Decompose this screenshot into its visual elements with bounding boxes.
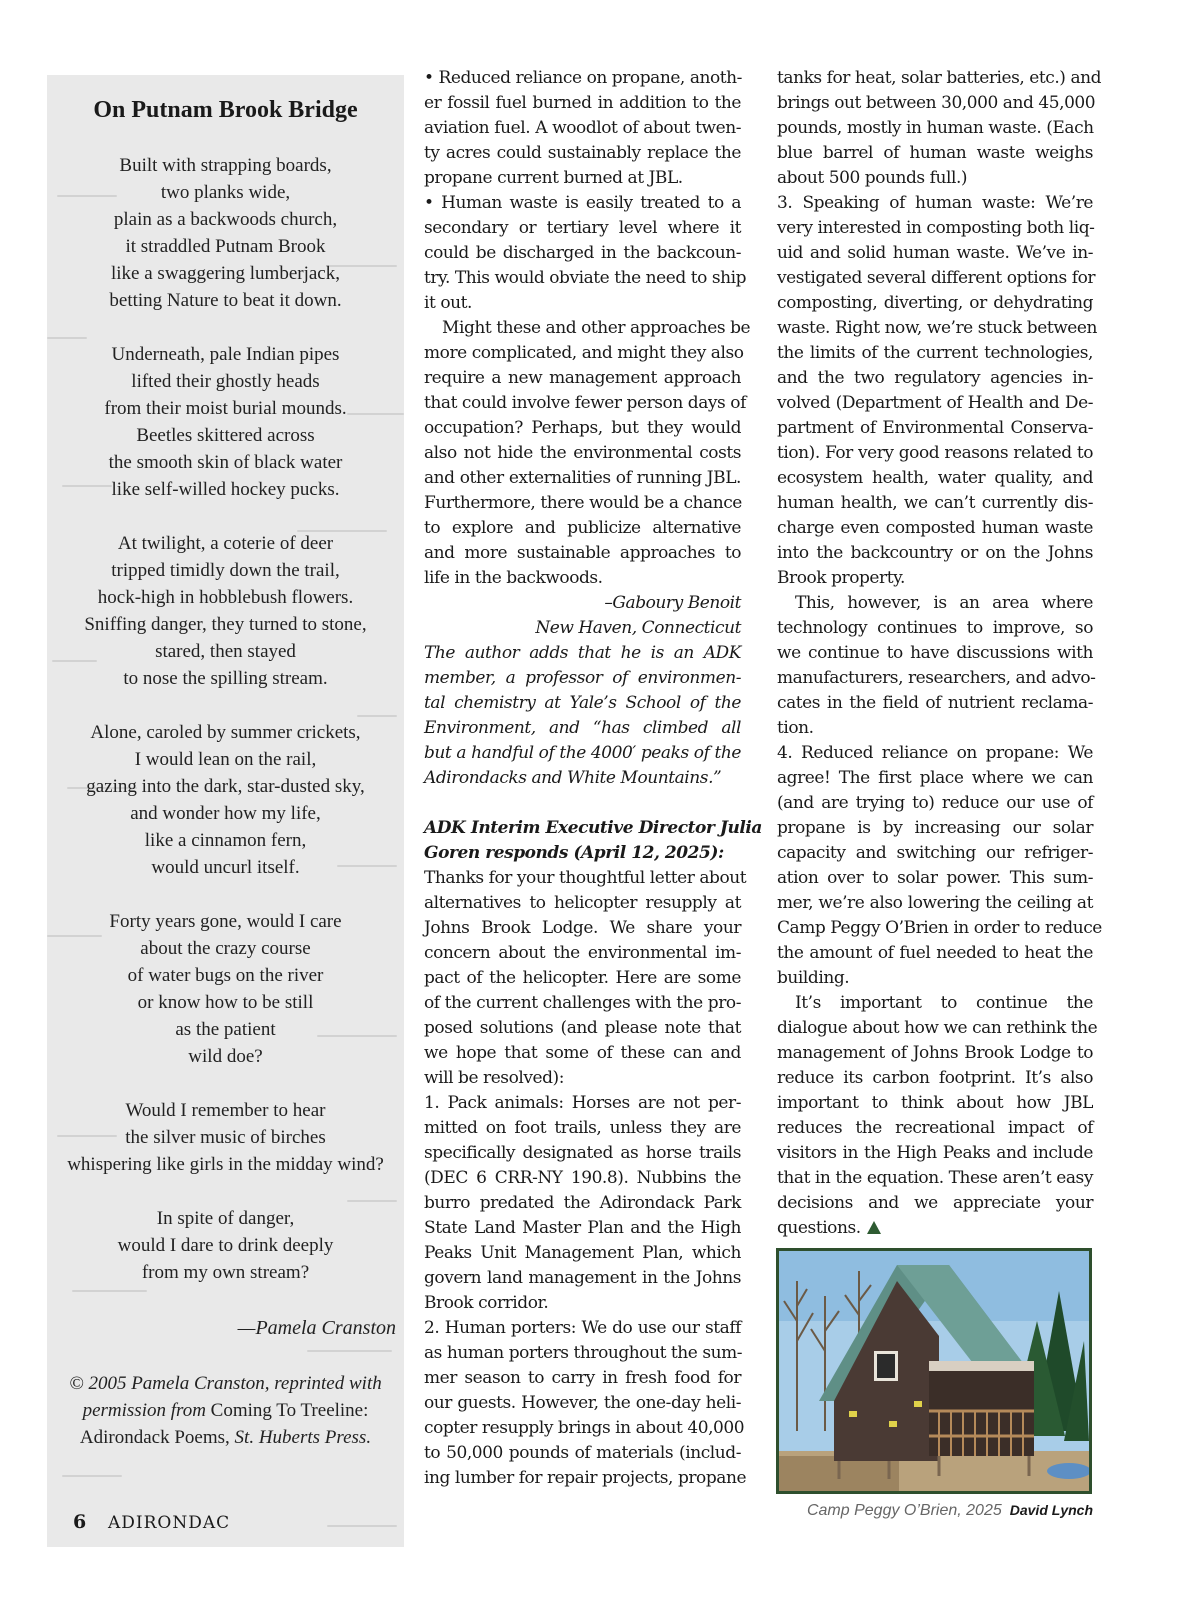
text-line: occupation? Perhaps, but they would — [424, 418, 741, 438]
poem-line: or know how to be still — [137, 992, 314, 1013]
poem-line: Forty years gone, would I care — [109, 911, 342, 932]
text-line: management of Johns Brook Lodge to — [777, 1043, 1093, 1063]
poem-stanza — [47, 719, 404, 881]
text-line: technology continues to improve, so — [777, 618, 1093, 638]
text-line: also not hide the environmental costs — [424, 443, 741, 463]
text-line: we hope that some of these can and — [424, 1043, 741, 1063]
text-line: mitted on foot trails, unless they are — [424, 1118, 741, 1138]
text-line: pounds, mostly in human waste. (Each — [777, 118, 1094, 138]
text-line: Furthermore, there would be a chance — [424, 493, 742, 513]
text-line: ation over to solar power. This sum- — [777, 868, 1093, 888]
text-line: the limits of the current technologies, — [777, 343, 1093, 363]
poem-stanza — [47, 152, 404, 314]
text-line: life in the backwoods. — [424, 568, 603, 588]
poem-line: from their moist burial mounds. — [104, 398, 347, 419]
paragraph-gap — [424, 791, 741, 816]
poem-line: tripped timidly down the trail, — [111, 560, 340, 581]
text-line: partment of Environmental Conserva- — [777, 418, 1093, 438]
poem-line: stared, then stayed — [155, 641, 296, 662]
poem-credit — [47, 1370, 404, 1451]
text-line: the amount of fuel needed to heat the — [777, 943, 1093, 963]
response-column — [777, 66, 1102, 1241]
text-line: propane is by increasing our solar — [777, 818, 1093, 838]
poem-line: the silver music of birches — [125, 1127, 326, 1148]
poem-line: like self-willed hockey pucks. — [111, 479, 340, 500]
poem-line: like a cinnamon fern, — [144, 830, 307, 851]
text-line: that could involve fewer person days of — [424, 393, 746, 413]
text-line: could be discharged in the backcoun- — [424, 243, 741, 263]
text-line: questions. — [777, 1216, 1093, 1241]
author-note: member, a professor of environmen- — [424, 668, 741, 688]
photo-caption — [797, 1500, 1093, 1520]
text-line: mer season to carry in fresh food for — [424, 1368, 741, 1388]
text-line: mer, we’re also lowering the ceiling at — [777, 893, 1093, 913]
poem-line: lifted their ghostly heads — [131, 371, 320, 392]
text-line: It’s important to continue the — [795, 993, 1093, 1013]
text-line: Might these and other approaches be — [442, 318, 751, 338]
text-line: Peaks Unit Management Plan, which — [424, 1243, 741, 1263]
text-line: • Human waste is easily treated to a — [424, 193, 741, 213]
text-line: vestigated several different options for — [777, 268, 1096, 288]
page-number: 6 — [73, 1511, 87, 1533]
poem-line: Would I remember to hear — [125, 1100, 326, 1121]
poem-line: Sniffing danger, they turned to stone, — [84, 614, 367, 635]
poem-line: about the crazy course — [140, 938, 311, 959]
text-line: specifically designated as horse trails — [424, 1143, 741, 1163]
text-line: 1. Pack animals: Horses are not per- — [424, 1093, 741, 1113]
text-line: secondary or tertiary level where it — [424, 218, 741, 238]
text-line: Camp Peggy O’Brien in order to reduce — [777, 918, 1102, 938]
text-line: reduce its carbon footprint. It’s also — [777, 1068, 1093, 1088]
credit-line: permission from Coming To Treeline: — [82, 1400, 369, 1421]
text-line: aviation fuel. A woodlot of about twen- — [424, 118, 741, 138]
author-note: The author adds that he is an ADK — [424, 643, 741, 663]
text-line: tanks for heat, solar batteries, etc.) and — [777, 68, 1102, 88]
text-line: pact of the helicopter. Here are some — [424, 968, 741, 988]
poem-line: I would lean on the rail, — [134, 749, 317, 770]
text-line: ecosystem health, water quality, and — [777, 468, 1093, 488]
poem-line: At twilight, a coterie of deer — [117, 533, 334, 554]
poem-stanza — [47, 1205, 404, 1286]
poem-stanza — [47, 1097, 404, 1178]
text-line: (DEC 6 CRR-NY 190.8). Nubbins the — [424, 1168, 741, 1188]
text-line: manufacturers, researchers, and advo- — [777, 668, 1096, 688]
text-line: our guests. However, the one-day heli- — [424, 1393, 741, 1413]
response-heading: ADK Interim Executive Director Julia — [424, 818, 762, 838]
text-line: building. — [777, 968, 850, 988]
caption-text: Camp Peggy O’Brien, 2025 — [806, 1502, 1002, 1519]
response-heading: Goren responds (April 12, 2025): — [424, 843, 724, 863]
poem-line: two planks wide, — [160, 182, 291, 203]
text-line: posed solutions (and please note that — [424, 1018, 741, 1038]
text-line: human health, we can’t currently dis- — [777, 493, 1093, 513]
text-line: cates in the field of nutrient reclama- — [777, 693, 1093, 713]
author-note: but a handful of the 4000′ peaks of the — [424, 743, 741, 763]
text-line: as human porters throughout the sum- — [424, 1343, 743, 1363]
text-line: dialogue about how we can rethink the — [777, 1018, 1098, 1038]
poem-line: Underneath, pale Indian pipes — [111, 344, 340, 365]
text-line: and other externalities of running JBL. — [424, 468, 741, 488]
text-line: decisions and we appreciate your — [777, 1193, 1093, 1213]
poem-line: Built with strapping boards, — [119, 155, 332, 176]
credit-line: © 2005 Pamela Cranston, reprinted with — [69, 1373, 382, 1394]
poem-line: In spite of danger, — [156, 1208, 295, 1229]
poem-line: plain as a backwoods church, — [113, 209, 338, 230]
text-line: This, however, is an area where — [795, 593, 1093, 613]
magazine-name: ADIRONDAC — [108, 1513, 231, 1533]
poem-line: gazing into the dark, star-dusted sky, — [86, 776, 365, 797]
poem-line: and wonder how my life, — [130, 803, 321, 824]
text-line: composting, diverting, or dehydrating — [777, 293, 1093, 313]
text-line: volved (Department of Health and De- — [777, 393, 1093, 413]
poem-stanza — [47, 908, 404, 1070]
poem-line: wild doe? — [188, 1046, 263, 1067]
text-line: reduces the recreational impact of — [777, 1118, 1093, 1138]
credit-line: Adirondack Poems, St. Huberts Press. — [79, 1427, 372, 1448]
text-line: concern about the environmental im- — [424, 943, 741, 963]
text-line: into the backcountry or on the Johns — [777, 543, 1093, 563]
text-line: er fossil fuel burned in addition to the — [424, 93, 741, 113]
text-line: Thanks for your thoughtful letter about — [424, 868, 747, 888]
text-line: more complicated, and might they also — [424, 343, 744, 363]
text-line: charge even composted human waste — [777, 518, 1093, 538]
text-line: Johns Brook Lodge. We share your — [424, 918, 741, 938]
text-line: propane current burned at JBL. — [424, 168, 683, 188]
letter-signature: –Gaboury Benoit — [604, 593, 741, 613]
author-note: Environment, and “has climbed all — [424, 718, 741, 738]
author-note: tal chemistry at Yale’s School of the — [424, 693, 741, 713]
text-line: (and are trying to) reduce our use of — [777, 793, 1093, 813]
poem-line: Alone, caroled by summer crickets, — [90, 722, 361, 743]
text-line: tion. — [777, 718, 814, 738]
text-line: 3. Speaking of human waste: We’re — [777, 193, 1093, 213]
cabin-photo — [776, 1248, 1092, 1494]
letter-column — [424, 66, 762, 1491]
text-line: uid and solid human waste. We’ve in- — [777, 243, 1093, 263]
poem-stanza — [47, 530, 404, 692]
poem-line: would I dare to drink deeply — [117, 1235, 334, 1256]
text-line: about 500 pounds full.) — [777, 168, 968, 188]
text-line: important to think about how JBL — [777, 1093, 1093, 1113]
end-mark-triangle-icon — [867, 1221, 881, 1234]
poem-line: Beetles skittered across — [136, 425, 315, 446]
text-line: that in the equation. These aren’t easy — [777, 1168, 1093, 1188]
text-line: and more sustainable approaches to — [424, 543, 741, 563]
text-line: visitors in the High Peaks and include — [777, 1143, 1093, 1163]
text-line: it out. — [424, 293, 472, 313]
text-line: will be resolved): — [424, 1068, 565, 1088]
text-line: very interested in composting both liq- — [777, 218, 1095, 238]
letter-location: New Haven, Connecticut — [535, 618, 741, 638]
poem-title: On Putnam Brook Bridge — [93, 97, 358, 123]
text-line: • Reduced reliance on propane, anoth- — [424, 68, 742, 88]
poem-line: of water bugs on the river — [127, 965, 324, 986]
poem-line: the smooth skin of black water — [108, 452, 343, 473]
poem-line: hock-high in hobblebush flowers. — [97, 587, 354, 608]
text-line: and the two regulatory agencies in- — [777, 368, 1093, 388]
poem-line: whispering like girls in the midday wind? — [67, 1154, 384, 1175]
text-line: copter resupply brings in about 40,000 — [424, 1418, 745, 1438]
poem-line: betting Nature to beat it down. — [109, 290, 342, 311]
text-line: brings out between 30,000 and 45,000 — [777, 93, 1096, 113]
poem-line: would uncurl itself. — [151, 857, 300, 878]
text-line: ty acres could sustainably replace the — [424, 143, 741, 163]
text-line: burro predated the Adirondack Park — [424, 1193, 741, 1213]
poem-line: from my own stream? — [141, 1262, 310, 1283]
text-line: Brook corridor. — [424, 1293, 549, 1313]
text-line: ing lumber for repair projects, propane — [424, 1468, 747, 1488]
text-line: of the current challenges with the pro- — [424, 993, 741, 1013]
text-line: to 50,000 pounds of materials (includ- — [424, 1443, 741, 1463]
poem-line: to nose the spilling stream. — [123, 668, 328, 689]
poem-line: it straddled Putnam Brook — [125, 236, 326, 257]
poem-line: as the patient — [175, 1019, 276, 1040]
text-line: blue barrel of human waste weighs — [777, 143, 1093, 163]
text-line: 2. Human porters: We do use our staff — [424, 1318, 741, 1338]
text-line: waste. Right now, we’re stuck between — [777, 318, 1098, 338]
text-line: require a new management approach — [424, 368, 741, 388]
text-line: capacity and switching our refriger- — [777, 843, 1093, 863]
text-line: agree! The first place where we can — [777, 768, 1093, 788]
poem-line: like a swaggering lumberjack, — [111, 263, 340, 284]
poem-stanza — [47, 341, 404, 503]
text-line: try. This would obviate the need to ship — [424, 268, 747, 288]
text-line: State Land Master Plan and the High — [424, 1218, 741, 1238]
text-line: alternatives to helicopter resupply at — [424, 893, 741, 913]
text-line: tion). For very good reasons related to — [777, 443, 1093, 463]
author-note: Adirondacks and White Mountains.” — [424, 768, 722, 788]
text-line: 4. Reduced reliance on propane: We — [777, 743, 1093, 763]
text-line: we continue to have discussions with — [777, 643, 1093, 663]
poem-author: —Pamela Cranston — [237, 1317, 396, 1339]
text-line: govern land management in the Johns — [424, 1268, 741, 1288]
poem-sidebar — [47, 75, 404, 1547]
text-line: to explore and publicize alternative — [424, 518, 741, 538]
text-line: Brook property. — [777, 568, 905, 588]
cabin-photo-illustration — [779, 1251, 1089, 1491]
photo-credit: David Lynch — [1009, 1502, 1093, 1518]
